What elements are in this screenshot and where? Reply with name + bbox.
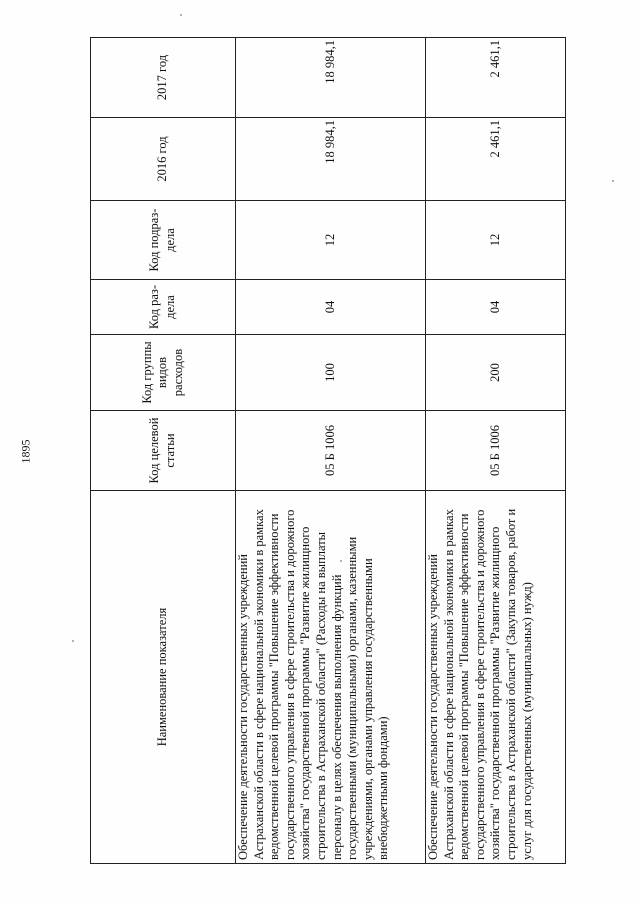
budget-table-wrapper — [90, 38, 566, 864]
budget-table — [90, 37, 566, 864]
row-name: Обеспечение деятельности государственных учреждений Астраханской области в сфере национальной экономики в рамках ведомственной целевой программы "Повышение эффективности государственного управления в сфере строительства и дорожного хозяйства" государственной программы "Развитие жилищного строительства в Астраханской области" (Закупка товаров, работ и услуг для государственных (муниципальных) нужд) — [426, 491, 566, 864]
scan-speck — [340, 560, 342, 562]
row-subsection-code: 12 — [426, 201, 566, 280]
header-target-code: Код целевой статьи — [91, 411, 236, 491]
row-2016: 18 984,1 — [236, 118, 426, 201]
row-2016: 2 461,1 — [426, 118, 566, 201]
header-subsection-code: Код подраз-дела — [91, 201, 236, 280]
header-section-code: Код раз-дела — [91, 280, 236, 335]
header-group-code: Код группы видов расходов — [91, 335, 236, 411]
header-name: Наименование показателя — [91, 491, 236, 864]
row-section-code: 04 — [236, 280, 426, 335]
table-row — [236, 38, 426, 864]
table-row — [426, 38, 566, 864]
page-number: 1895 — [18, 439, 33, 464]
scan-speck — [612, 180, 614, 182]
header-row — [91, 38, 236, 864]
header-2017: 2017 год — [91, 38, 236, 118]
row-2017: 2 461,1 — [426, 38, 566, 118]
row-target-code: 05 Б 1006 — [426, 411, 566, 491]
row-target-code: 05 Б 1006 — [236, 411, 426, 491]
row-name: Обеспечение деятельности государственных учреждений Астраханской области в сфере национальной экономики в рамках ведомственной целевой программы "Повышение эффективности государственного управления в сфере строительства и дорожного хозяйства" государственной программы "Развитие жилищного строительства в Астраханской области" (Расходы на выплаты персоналу в целях обеспечения выполнения функций государственными (муниципальными) органами, казенными учреждениями, органами управления государственными внебюджетными фондами) — [236, 491, 426, 864]
header-2016: 2016 год — [91, 118, 236, 201]
scan-speck — [72, 640, 74, 642]
row-group-code: 200 — [426, 335, 566, 411]
rotated-page-area — [90, 38, 640, 860]
row-2017: 18 984,1 — [236, 38, 426, 118]
scan-speck — [180, 14, 182, 16]
row-subsection-code: 12 — [236, 201, 426, 280]
row-section-code: 04 — [426, 280, 566, 335]
row-group-code: 100 — [236, 335, 426, 411]
